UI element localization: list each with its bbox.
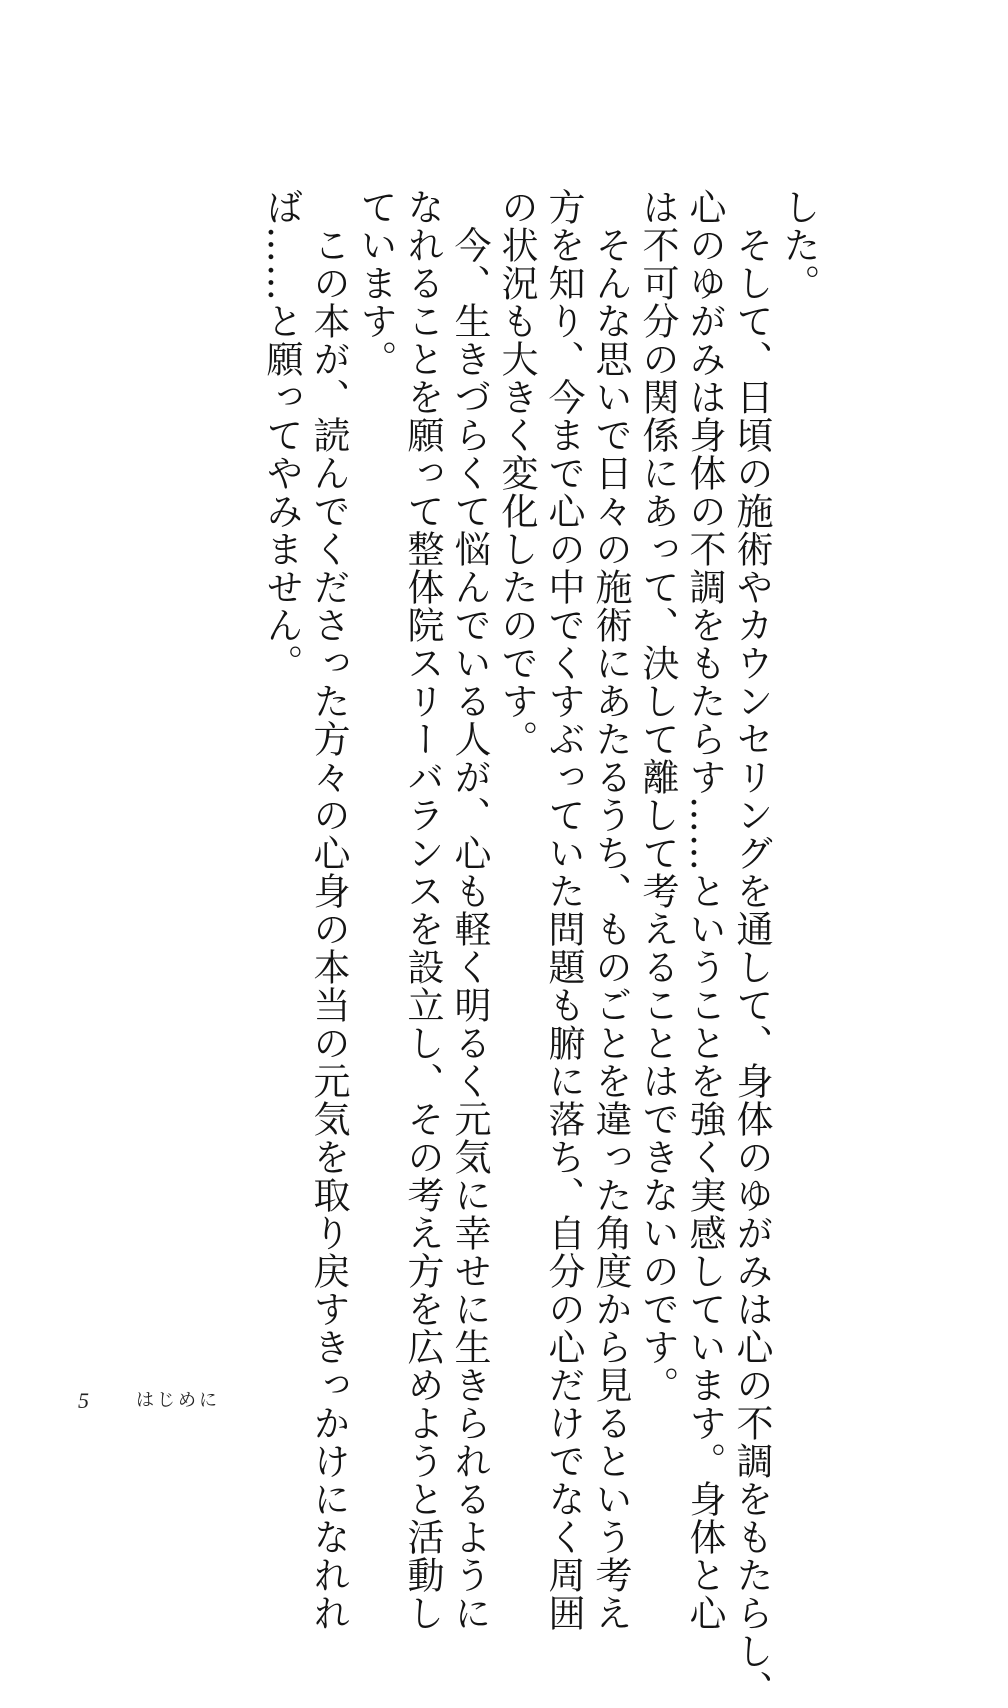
text-line: そして、日頃の施術やカウンセリングを通して、身体のゆがみは心の不調をもたらし、 [730,188,773,1708]
running-head: はじめに [136,1390,220,1411]
vertical-body-text [258,188,822,1708]
text-line: なれることを願って整体院スリーバランスを設立し、その考え方を広めようと活動し [401,188,444,1632]
page-number: 5 [78,1388,89,1413]
text-line: 今、生きづらくて悩んでいる人が、心も軽く明るく元気に幸せに生きられるように [448,188,491,1632]
text-line: 心のゆがみは身体の不調をもたらす……ということを強く実感しています。身体と心 [683,188,726,1632]
text-line: ば……と願ってやみません。 [260,188,303,682]
text-line: した。 [777,188,820,302]
text-line: この本が、読んでくださった方々の心身の本当の元気を取り戻すきっかけになれれ [307,188,350,1632]
text-line: ています。 [354,188,397,378]
text-line: 方を知り、今まで心の中でくすぶっていた問題も腑に落ち、自分の心だけでなく周囲 [542,188,585,1632]
text-line: そんな思いで日々の施術にあたるうち、ものごとを違った角度から見るという考え [589,188,632,1632]
text-line: の状況も大きく変化したのです。 [495,188,538,758]
text-line: は不可分の関係にあって、決して離して考えることはできないのです。 [636,188,679,1404]
